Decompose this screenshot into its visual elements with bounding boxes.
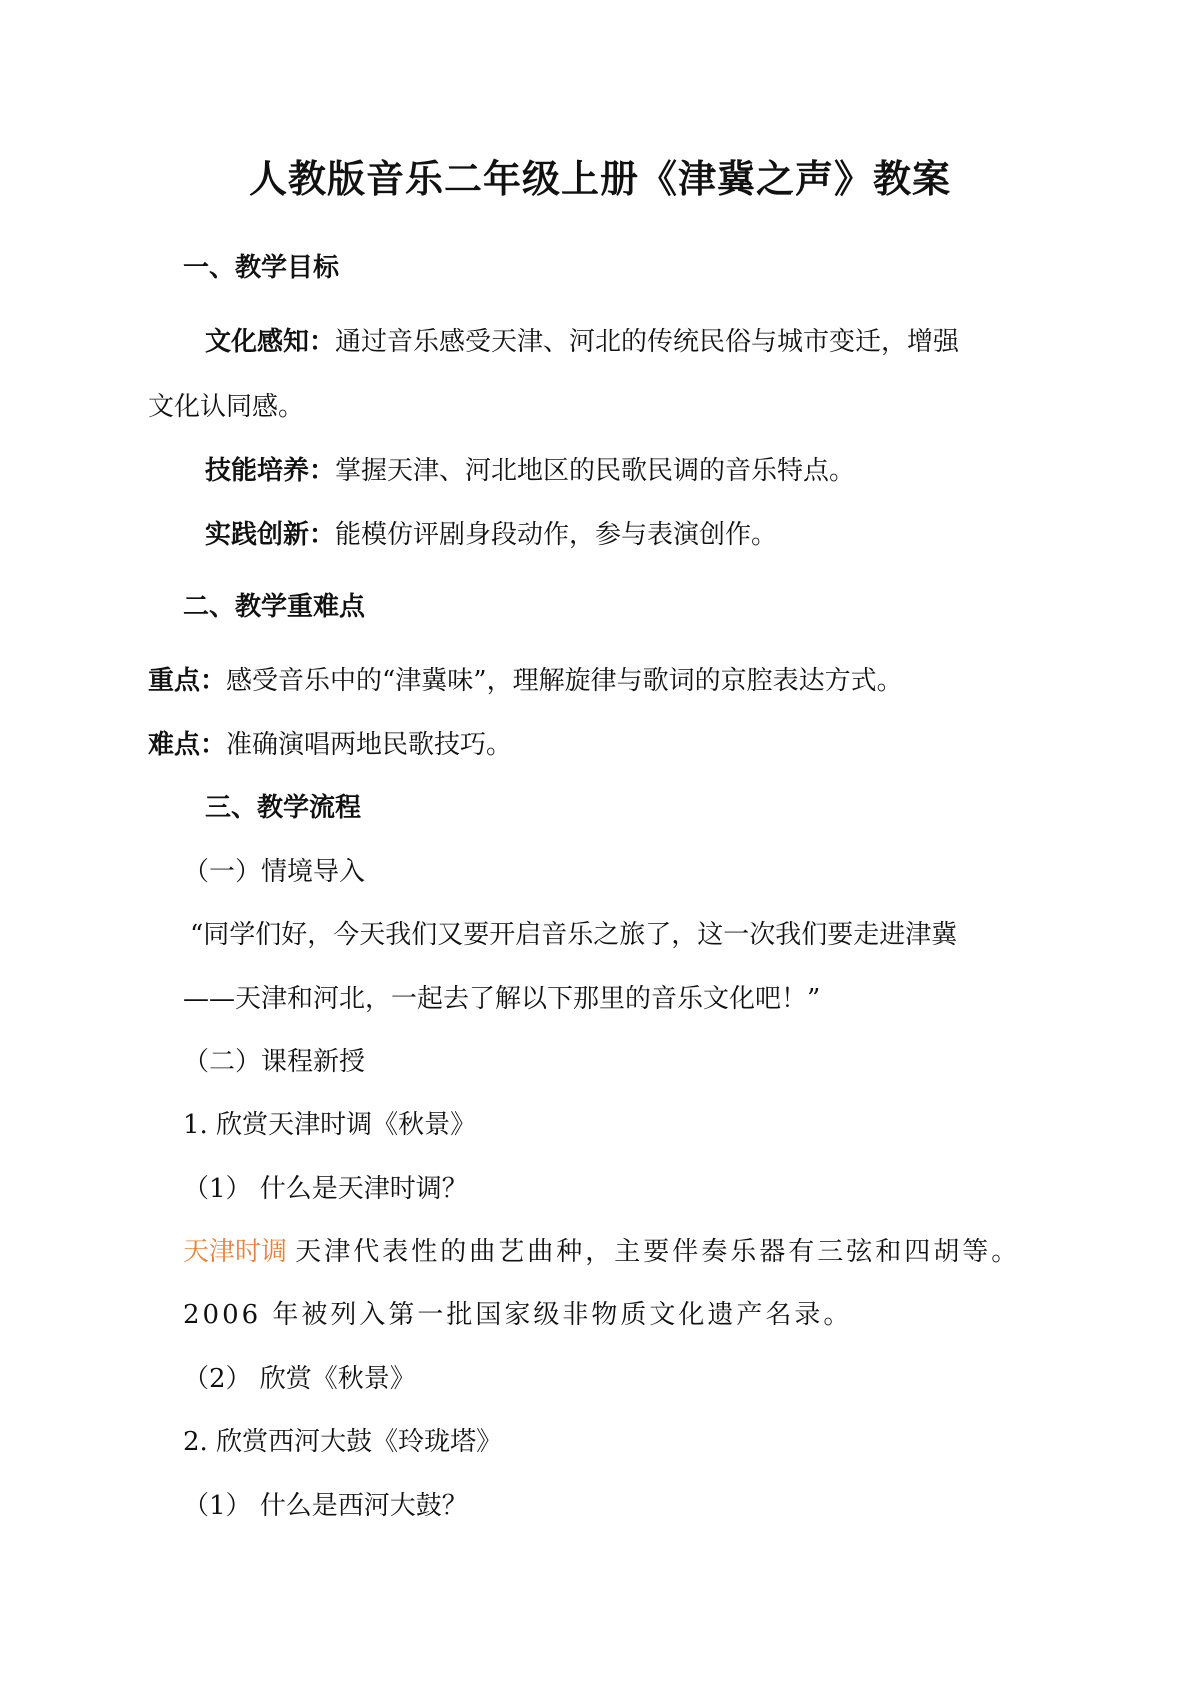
difficulty-label: 难点： bbox=[148, 730, 227, 760]
subsection-heading-intro: （一）情境导入 bbox=[183, 857, 366, 887]
item1-question1: （1） 什么是天津时调？ bbox=[183, 1174, 468, 1204]
document-title: 人教版音乐二年级上册《津冀之声》教案 bbox=[248, 156, 951, 201]
goal-label: 实践创新： bbox=[205, 520, 336, 550]
definition-text: 天津代表性的曲艺曲种，主要伴奏乐器有三弦和四胡等。 bbox=[295, 1237, 1021, 1267]
key-point-text: 感受音乐中的“津冀味”，理解旋律与歌词的京腔表达方式。 bbox=[226, 666, 903, 696]
section-heading-teaching-goals: 一、教学目标 bbox=[183, 253, 340, 283]
item1-definition bbox=[183, 1234, 1020, 1270]
goal-skill-training bbox=[205, 453, 855, 489]
section-heading-key-difficulties: 二、教学重难点 bbox=[183, 592, 366, 622]
key-point bbox=[148, 663, 903, 699]
intro-quote-line2: ——天津和河北，一起去了解以下那里的音乐文化吧！” bbox=[183, 984, 821, 1014]
goal-text: 能模仿评剧身段动作，参与表演创作。 bbox=[335, 520, 778, 550]
goal-text: 掌握天津、河北地区的民歌民调的音乐特点。 bbox=[335, 456, 856, 486]
item1-definition-continued: 2006 年被列入第一批国家级非物质文化遗产名录。 bbox=[183, 1300, 853, 1330]
goal-practice-innovation bbox=[205, 517, 777, 553]
goal-text: 通过音乐感受天津、河北的传统民俗与城市变迁，增强 bbox=[335, 327, 960, 357]
item2-question1: （1） 什么是西河大鼓？ bbox=[183, 1491, 468, 1521]
item1-question2: （2） 欣赏《秋景》 bbox=[183, 1364, 416, 1394]
difficulty-text: 准确演唱两地民歌技巧。 bbox=[226, 730, 513, 760]
key-point-label: 重点： bbox=[148, 666, 227, 696]
difficulty-point bbox=[148, 727, 512, 763]
highlighted-term: 天津时调 bbox=[183, 1237, 288, 1267]
section-heading-teaching-process: 三、教学流程 bbox=[205, 793, 362, 823]
goal-cultural-perception bbox=[205, 324, 959, 360]
goal-label: 文化感知： bbox=[205, 327, 336, 357]
item2-heading: 2. 欣赏西河大鼓《玲珑塔》 bbox=[183, 1427, 503, 1457]
intro-quote-line1: “同学们好，今天我们又要开启音乐之旅了，这一次我们要走进津冀 bbox=[190, 920, 958, 950]
goal-cultural-perception-continued: 文化认同感。 bbox=[148, 392, 305, 422]
subsection-heading-new-lesson: （二）课程新授 bbox=[183, 1047, 366, 1077]
item1-heading: 1. 欣赏天津时调《秋景》 bbox=[183, 1110, 477, 1140]
goal-label: 技能培养： bbox=[205, 456, 336, 486]
